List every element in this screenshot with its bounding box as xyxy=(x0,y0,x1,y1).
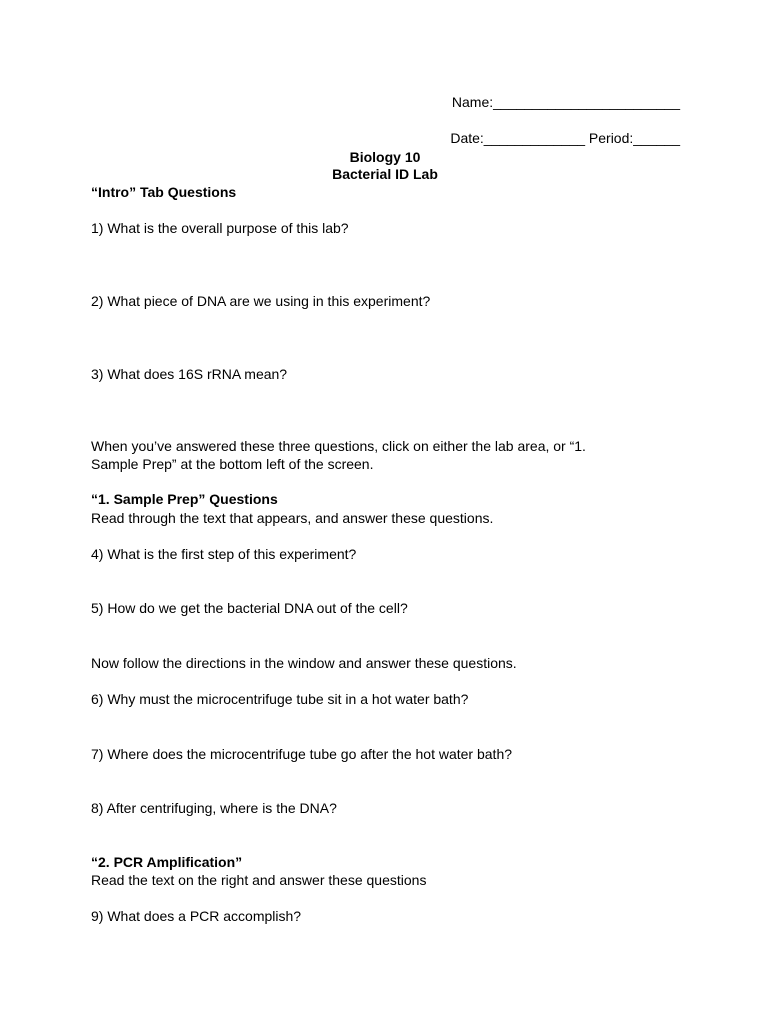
question-7: 7) Where does the microcentrifuge tube go after the hot water bath? xyxy=(91,746,513,762)
question-8: 8) After centrifuging, where is the DNA? xyxy=(91,800,337,816)
date-period-line: Date:_____________ Period:______ xyxy=(450,130,680,146)
intro-heading: “Intro” Tab Questions xyxy=(91,184,237,200)
question-4: 4) What is the first step of this experiment? xyxy=(91,546,357,562)
sample-prep-heading: “1. Sample Prep” Questions xyxy=(91,491,278,507)
question-9: 9) What does a PCR accomplish? xyxy=(91,908,302,924)
question-3: 3) What does 16S rRNA mean? xyxy=(91,366,288,382)
pcr-subtext: Read the text on the right and answer these questions xyxy=(91,872,427,888)
follow-directions-text: Now follow the directions in the window and answer these questions. xyxy=(91,655,517,671)
question-1: 1) What is the overall purpose of this lab? xyxy=(91,220,349,236)
lab-title: Bacterial ID Lab xyxy=(332,166,438,182)
intro-instruction-line-2: Sample Prep” at the bottom left of the screen. xyxy=(91,456,374,472)
question-2: 2) What piece of DNA are we using in this experiment? xyxy=(91,293,431,309)
course-title: Biology 10 xyxy=(349,149,421,165)
sample-prep-subtext: Read through the text that appears, and answer these questions. xyxy=(91,510,494,526)
question-5: 5) How do we get the bacterial DNA out of the cell? xyxy=(91,600,408,616)
intro-instruction-line-1: When you’ve answered these three questions, click on either the lab area, or “1. xyxy=(91,438,586,454)
question-6: 6) Why must the microcentrifuge tube sit in a hot water bath? xyxy=(91,691,469,707)
name-field-line: Name:________________________ xyxy=(451,94,680,110)
pcr-heading: “2. PCR Amplification” xyxy=(91,854,243,870)
